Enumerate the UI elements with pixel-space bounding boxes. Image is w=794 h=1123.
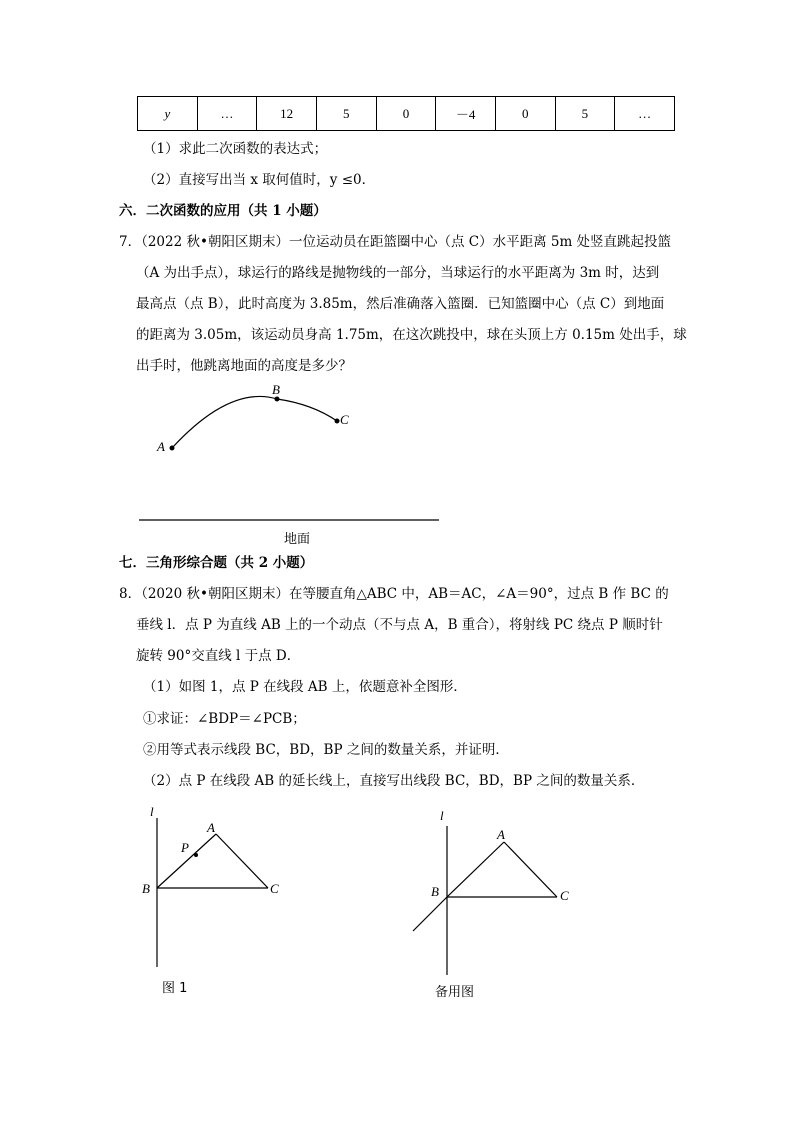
q6-sub1: （1）求此二次函数的表达式； xyxy=(143,141,328,157)
table-cell: 5 xyxy=(555,97,615,131)
fig2-side-ac xyxy=(504,842,557,897)
fig2-label-a: A xyxy=(497,827,505,842)
fig1-label-a: A xyxy=(207,820,215,835)
fig2-label-l: l xyxy=(440,808,444,823)
table-cell: … xyxy=(615,97,675,131)
fig2-label-c: C xyxy=(560,888,569,903)
q8-sub2: （2）点 P 在线段 AB 的延长线上，直接写出线段 BC，BD，BP 之间的数量关系． xyxy=(143,773,645,789)
table-cell: 12 xyxy=(257,97,317,131)
section-7-title: 七．三角形综合题（共 2 小题） xyxy=(119,555,314,571)
fig1-label-p: P xyxy=(181,840,189,855)
q7-line2: （A 为出手点），球运行的路线是抛物线的一部分，当球运行的水平距离为 3m 时，达到 xyxy=(136,265,660,281)
table-cell: 5 xyxy=(316,97,376,131)
q7-line1: 7．（2022 秋•朝阳区期末）一位运动员在距篮圈中心（点 C）水平距离 5m 处竖直跳起投篮 xyxy=(119,234,672,250)
q8-line1: 8．（2020 秋•朝阳区期末）在等腰直角△ABC 中，AB＝AC，∠A＝90°，过点 B 作 BC 的 xyxy=(119,586,669,602)
q8-sub1a: ①求证：∠BDP＝∠PCB； xyxy=(143,711,306,727)
fig1-side-ac xyxy=(216,834,268,888)
fig1-caption: 图 1 xyxy=(162,981,188,996)
point-a-dot xyxy=(170,446,175,451)
q7-line3: 最高点（点 B），此时高度为 3.85m，然后准确落入篮圈．已知篮圈中心（点 C）到地面 xyxy=(136,296,665,312)
q7-line5: 出手时，他跳离地面的高度是多少？ xyxy=(136,358,352,374)
table-cell: 0 xyxy=(376,97,436,131)
parabola-arc xyxy=(172,396,337,448)
q8-line3: 旋转 90°交直线 l 于点 D． xyxy=(136,648,301,664)
ground-label: 地面 xyxy=(284,532,311,547)
fig2-caption: 备用图 xyxy=(435,985,475,1000)
table-cell: －4 xyxy=(436,97,496,131)
table-cell: 0 xyxy=(495,97,555,131)
q8-sub1b: ②用等式表示线段 BC，BD，BP 之间的数量关系，并证明． xyxy=(143,742,509,758)
q7-label-c: C xyxy=(340,412,349,427)
q8-sub1: （1）如图 1，点 P 在线段 AB 上，依题意补全图形． xyxy=(143,679,467,695)
q7-label-a: A xyxy=(157,439,165,454)
q7-label-b: B xyxy=(272,382,280,397)
section-6-title: 六．二次函数的应用（共 1 小题） xyxy=(119,203,327,219)
fig1-label-c: C xyxy=(270,881,279,896)
fig1-label-l: l xyxy=(150,804,154,819)
q6-sub2: （2）直接写出当 x 取何值时，y ≤0． xyxy=(143,172,376,188)
q7-line4: 的距离为 3.05m，该运动员身高 1.75m，在这次跳投中，球在头顶上方 0.15m 处出手，球 xyxy=(136,327,687,343)
fig2-extension-line xyxy=(413,897,447,931)
fig1-label-b: B xyxy=(142,881,150,896)
point-c-dot xyxy=(335,419,340,424)
fig2-label-b: B xyxy=(431,884,439,899)
table-cell: y xyxy=(138,97,198,131)
q8-line2: 垂线 l．点 P 为直线 AB 上的一个动点（不与点 A，B 重合），将射线 PC 绕点 P 顺时针 xyxy=(136,617,663,633)
fig2-side-ba xyxy=(447,842,504,897)
fig1-point-p-dot xyxy=(194,853,198,857)
table-cell: … xyxy=(197,97,257,131)
